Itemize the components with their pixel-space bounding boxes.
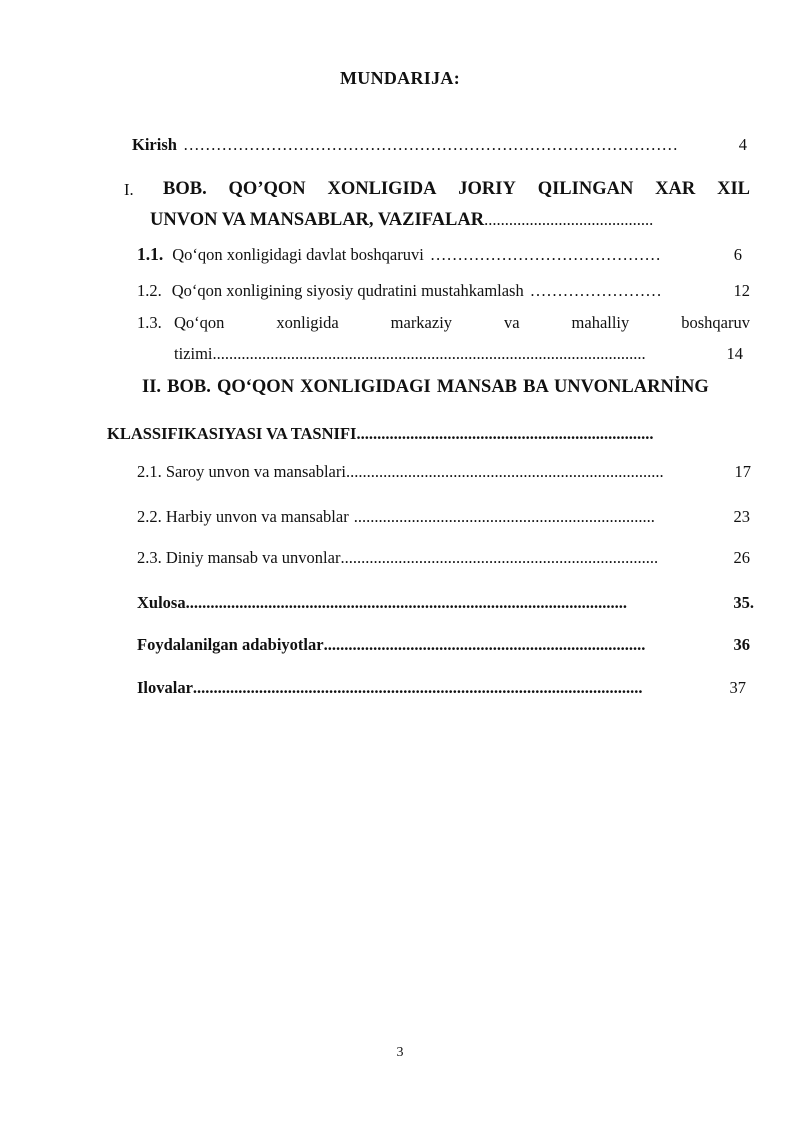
toc-entry-number: 1.1. [137,244,164,264]
toc-page-number: 36 [733,635,750,654]
dot-leader: ............................................................................. [345,462,664,481]
toc-page-number: 14 [726,344,743,363]
heading-word: XONLIGIDA [327,179,437,199]
chapter-2-heading-line2 [107,423,743,445]
toc-entry-title: Ilovalar [137,678,193,697]
dot-leader: ........................................................................................................... [185,593,627,612]
toc-entry-number: 1.2. [137,281,162,300]
toc-entry-title: Qo‘qon xonligidagi davlat boshqaruvi [172,245,424,264]
toc-entry-title: 2.1. Saroy unvon va mansablari [137,462,346,481]
dot-leader: .............................................................................. [323,635,646,654]
toc-word: boshqaruv [681,313,750,332]
heading-word: QO’QON [228,179,306,199]
heading-word: BOB. [163,179,207,199]
toc-entry-1-3-line1 [174,312,750,334]
dot-leader: ........................................................................ [356,424,654,443]
toc-word: mahalliy [571,313,630,332]
toc-page-number: 6 [733,245,742,264]
chapter-1-heading-line1 [163,178,750,200]
heading-text: KLASSIFIKASIYASI VA TASNIFI [107,424,357,443]
toc-entry-title: Foydalanilgan adabiyotlar [137,635,324,654]
toc-word: Qo‘qon [174,313,225,332]
heading-word: JORIY [458,179,516,199]
dot-leader: ............................................................................. [340,548,659,567]
toc-page-number: 37 [729,678,746,697]
toc-page-number: 26 [733,548,750,567]
toc-entry-title: 2.2. Harbiy unvon va mansablar [137,507,349,526]
dot-leader: …………………………………… [429,245,661,264]
toc-entry-xulosa [137,592,754,614]
toc-page-number: 12 [733,281,750,300]
toc-entry-1-3-number: 1.3. [137,313,162,332]
toc-entry-title: Xulosa [137,593,186,612]
dot-leader: ……………………………………………………………………………… [182,135,678,154]
heading-text: UNVON VA MANSABLAR, VAZIFALAR [150,210,485,230]
page-title: MUNDARIJA: [340,68,460,88]
dot-leader: ......................................... [484,210,654,229]
toc-entry-1-3-line2 [174,343,743,365]
dot-leader: ......................................................................... [353,507,655,526]
page-number: 3 [396,1045,404,1060]
toc-word: va [504,313,520,332]
toc-entry-2-2 [137,506,750,528]
toc-entry-title: Qo‘qon xonligining siyosiy qudratini mustahkamlash [171,281,524,300]
toc-entry-ilovalar [137,677,746,699]
dot-leader: ............................................................................................................. [192,678,643,697]
toc-page-number: 35. [733,593,754,612]
chapter-1-number: I. [124,180,134,199]
toc-entry-2-3 [137,547,750,569]
dot-leader: …………………… [529,281,662,300]
toc-page-number: 4 [738,135,747,154]
chapter-1-heading-line2 [150,209,742,231]
toc-word: xonligida [276,313,339,332]
heading-word: XIL [717,179,750,199]
toc-entry-2-1 [137,461,751,483]
heading-word: QILINGAN [537,179,634,199]
toc-page-number: 17 [734,462,751,481]
toc-entry-1-1 [137,243,742,266]
chapter-2-heading-line1: II. BOB. QO‘QON XONLIGIDAGI MANSAB BA UNVONLARNİNG [142,377,709,397]
toc-word: markaziy [390,313,453,332]
toc-page-number: 23 [733,507,750,526]
toc-entry-title: 2.3. Diniy mansab va unvonlar [137,548,341,567]
toc-entry-title-cont: tizimi [174,344,213,363]
dot-leader: ......................................................................................................... [212,344,646,363]
toc-entry-title: Kirish [132,135,177,154]
toc-entry-kirish [132,134,747,156]
toc-entry-adabiyotlar [137,634,750,656]
toc-entry-1-2 [137,280,750,302]
heading-word: XAR [655,179,696,199]
